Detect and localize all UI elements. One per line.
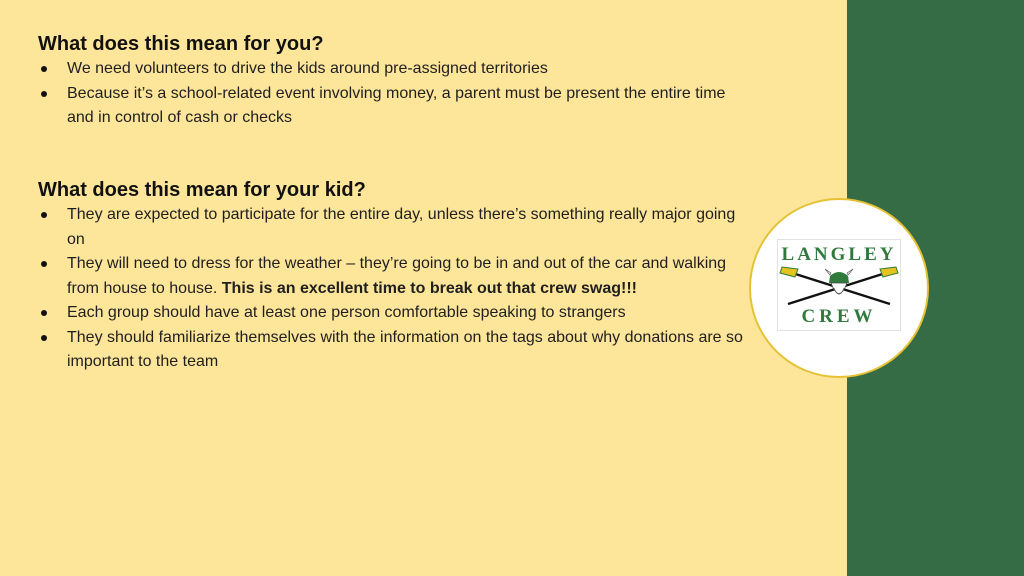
list-item: We need volunteers to drive the kids around pre-assigned territories [38, 57, 743, 82]
list-item: Because it’s a school-related event involving money, a parent must be present the entire time and in control of cash or checks [38, 82, 743, 131]
list-item: They are expected to participate for the entire day, unless there’s something really major going on [38, 203, 743, 252]
crossed-oars-icon [778, 266, 900, 308]
list-item-text: They will need to dress for the weather – they’re going to be in and out of the car and walking from house to house. [67, 255, 727, 297]
list-item: They should familiarize themselves with the information on the tags about why donations are so important to the team [38, 326, 743, 375]
team-logo [749, 198, 929, 378]
oar-blade-right [880, 267, 898, 277]
bullet-list-kids [38, 203, 743, 375]
list-item: Each group should have at least one person comfortable speaking to strangers [38, 301, 743, 326]
section-kids [38, 178, 743, 375]
section-heading-kids: What does this mean for your kid? [38, 179, 366, 201]
list-item [38, 252, 743, 301]
logo-bottom-text: CREW [801, 306, 877, 327]
logo-top-text: LANGLEY [781, 244, 897, 265]
oar-blade-left [780, 267, 798, 277]
emphasis-text: This is an excellent time to break out that crew swag!!! [221, 279, 637, 297]
section-parents [38, 32, 743, 131]
section-heading-parents: What does this mean for you? [38, 33, 324, 55]
logo-card [778, 240, 900, 330]
bullet-list-parents [38, 57, 743, 131]
